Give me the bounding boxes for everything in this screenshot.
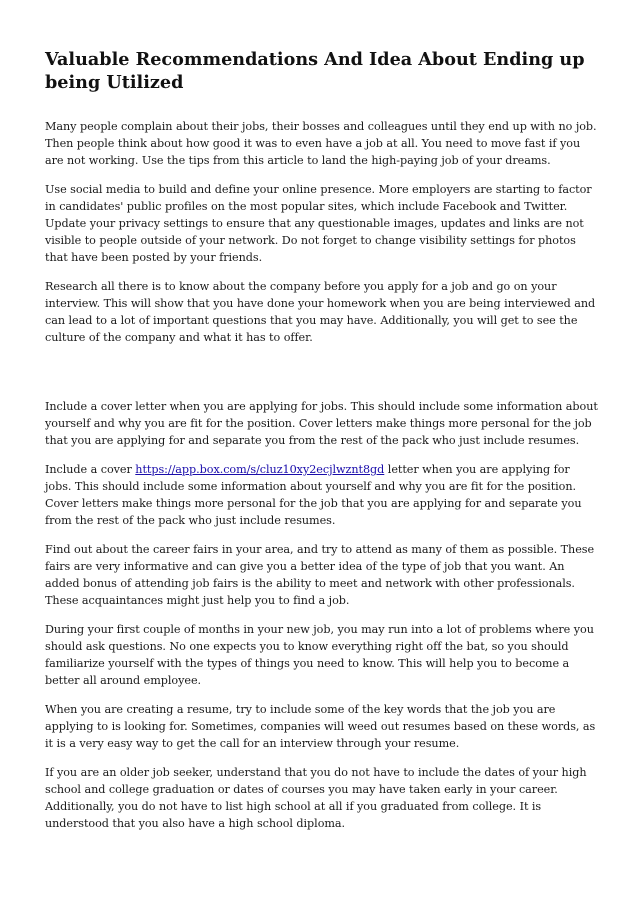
paragraph-research-company: Research all there is to know about the company before you apply for a job and go on your interview. This will show that you have done your homework when you are being interviewed and can lead to a lot of important questions that you may have. Additionally, you will get to see the culture of the company and what it has to offer. (45, 280, 596, 344)
link-paragraph-after: letter when you are applying for jobs. This should include some information about yourself and why you are fit for the position. Cover letters make things more personal for the job that you are applying for and separate you from the rest of the pack who just include resumes. (45, 463, 582, 527)
document-page (45, 48, 598, 844)
document-title: Valuable Recommendations And Idea About Ending up being Utilized (45, 49, 585, 93)
paragraph-intro: Many people complain about their jobs, their bosses and colleagues until they end up with no job. Then people think about how good it was to even have a job at all. You need to move fast if you are not working. Use the tips from this article to land the high-paying job of your dreams. (45, 120, 597, 167)
blank-gap (45, 358, 598, 398)
box-link[interactable]: https://app.box.com/s/cluz10xy2ecjlwznt8gd (135, 463, 385, 476)
paragraph-cover-letter: Include a cover letter when you are applying for jobs. This should include some information about yourself and why you are fit for the position. Cover letters make things more personal for the job that you are applying for and separate you from the rest of the pack who just include resumes. (45, 400, 598, 447)
link-paragraph-before: Include a cover (45, 463, 136, 476)
paragraph-new-job: During your first couple of months in your new job, you may run into a lot of problems where you should ask questions. No one expects you to know everything right off the bat, so you should familiarize yourself with the types of things you need to know. This will help you to become a better all around employee. (45, 623, 594, 687)
paragraph-cover-letter-link (45, 461, 598, 529)
paragraph-career-fairs: Find out about the career fairs in your area, and try to attend as many of them as possible. These fairs are very informative and can give you a better idea of the type of job that you want. An added bonus of attending job fairs is the ability to meet and network with other professionals. These acquaintances might just help you to find a job. (45, 543, 595, 607)
paragraph-older-job-seeker: If you are an older job seeker, understand that you do not have to include the dates of your high school and college graduation or dates of courses you may have taken early in your career. Additionally, you do not have to list high school at all if you graduated from college. It is understood that you also have a high school diploma. (45, 766, 587, 830)
paragraph-resume-keywords: When you are creating a resume, try to include some of the key words that the job you are applying to is looking for. Sometimes, companies will weed out resumes based on these words, as it is a very easy way to get the call for an interview through your resume. (45, 703, 596, 750)
paragraph-social-media: Use social media to build and define your online presence. More employers are starting to factor in candidates' public profiles on the most popular sites, which include Facebook and Twitter. Update your privacy settings to ensure that any questionable images, updates and links are not visible to people outside of your network. Do not forget to change visibility settings for photos that have been posted by your friends. (45, 183, 592, 264)
